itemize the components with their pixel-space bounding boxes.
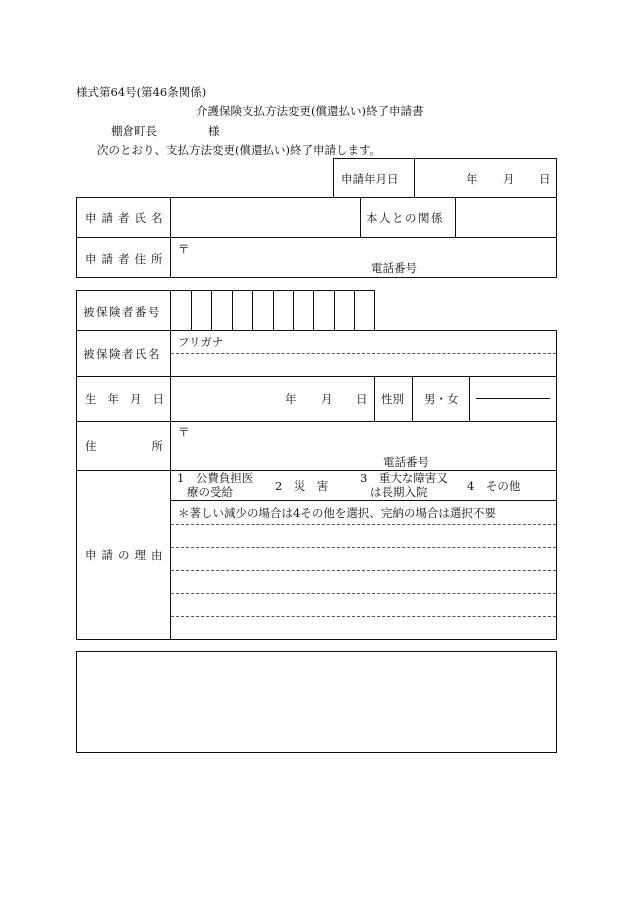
insured-address-label-text: 住所	[85, 439, 163, 453]
application-date-label: 申請年月日	[341, 172, 399, 186]
insured-name-label: 被保険者氏名	[83, 347, 161, 361]
addressee: 棚倉町長	[111, 124, 157, 138]
insured-name-field[interactable]	[172, 355, 555, 374]
insured-number-digits[interactable]	[171, 291, 374, 330]
office-use-box	[76, 651, 557, 753]
honorific: 様	[208, 124, 220, 138]
insured-address-label	[85, 438, 163, 454]
reason-option-4-num: 4	[467, 479, 475, 493]
applicant-name-field[interactable]	[172, 199, 358, 235]
application-date-year: 年	[466, 172, 478, 186]
reason-option-4-line1: その他	[485, 479, 521, 493]
reason-option-2[interactable]	[275, 478, 328, 494]
reason-option-3-line1: 重大な障害又	[378, 471, 448, 485]
reason-option-2-line1: 災 害	[293, 479, 329, 493]
applicant-postal-mark: 〒	[178, 242, 190, 256]
reason-option-3[interactable]	[360, 471, 448, 499]
relation-field[interactable]	[457, 199, 555, 235]
intro-text: 次のとおり、支払方法変更(償還払い)終了申請します。	[97, 143, 382, 157]
reason-option-1-num: 1	[177, 471, 185, 485]
reason-option-1-line2: 療の受給	[187, 485, 233, 499]
birth-day: 日	[356, 392, 368, 406]
reason-label: 申請の理由	[85, 548, 168, 562]
applicant-address-field[interactable]	[172, 239, 555, 276]
form-number: 様式第64号(第46条関係)	[76, 85, 207, 99]
reason-note: ＊著しい減少の場合は4その他を選択、完納の場合は選択不要	[178, 506, 496, 520]
application-date-day: 日	[539, 172, 551, 186]
insured-address-field[interactable]	[172, 423, 555, 468]
birth-month: 月	[321, 392, 333, 406]
reason-option-3-num: 3	[360, 471, 368, 485]
reason-option-2-num: 2	[275, 479, 283, 493]
sex-blank-line	[476, 398, 550, 399]
insured-postal-mark: 〒	[178, 425, 190, 439]
applicant-address-label: 申請者住所	[85, 252, 168, 266]
applicant-phone-label: 電話番号	[371, 261, 417, 275]
reason-detail-field[interactable]	[172, 525, 555, 638]
reason-option-1-line1: 公費負担医	[195, 471, 254, 485]
insured-number-label: 被保険者番号	[83, 305, 161, 319]
reason-option-4[interactable]	[467, 478, 520, 494]
application-date-month: 月	[503, 172, 515, 186]
form-title: 介護保険支払方法変更(償還払い)終了申請書	[196, 104, 424, 118]
relation-label: 本人との関係	[366, 211, 444, 225]
reason-option-1[interactable]	[177, 471, 253, 499]
birth-date-label: 生年月日	[85, 392, 175, 406]
sex-label: 性別	[381, 392, 404, 406]
applicant-name-label: 申請者氏名	[85, 211, 168, 225]
furigana-label: フリガナ	[178, 335, 224, 349]
sex-options[interactable]: 男・女	[424, 392, 459, 406]
birth-year: 年	[285, 392, 297, 406]
reason-option-3-line2: は長期入院	[370, 485, 428, 499]
insured-phone-label: 電話番号	[383, 455, 429, 469]
